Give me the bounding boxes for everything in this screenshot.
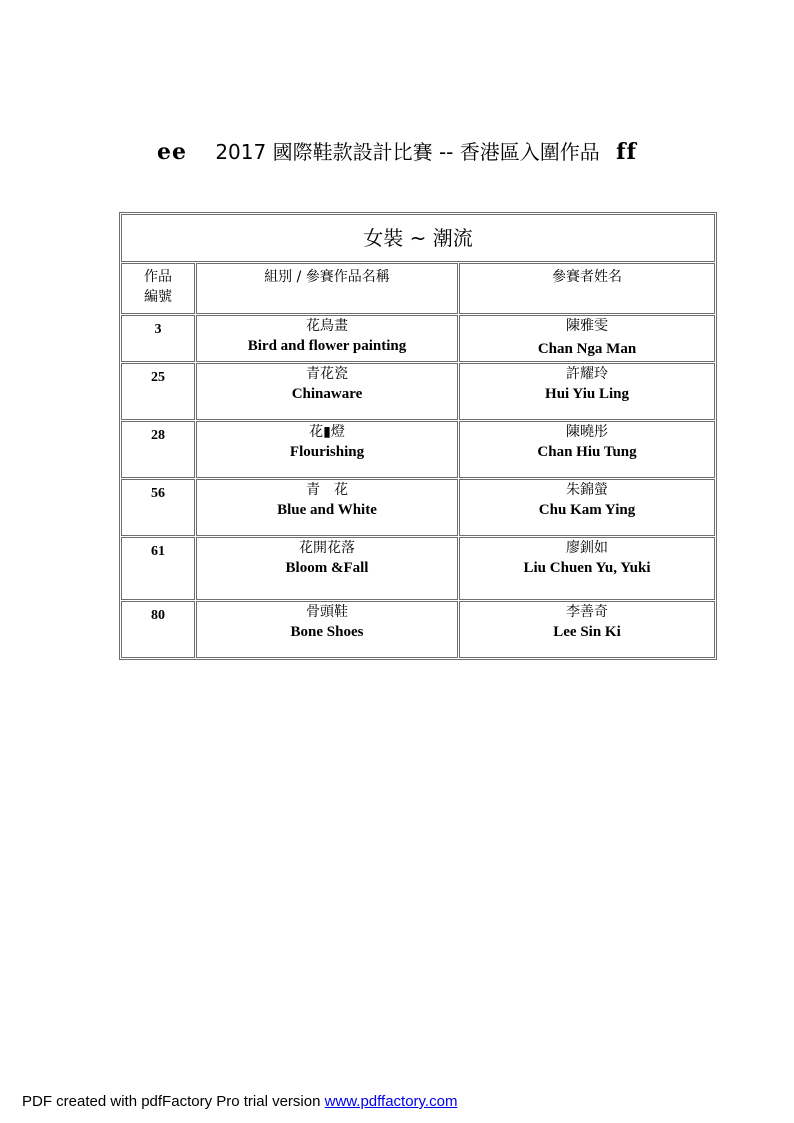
table-row bbox=[121, 421, 715, 478]
work-title-cell bbox=[196, 601, 458, 658]
contestant-cell bbox=[459, 363, 715, 420]
work-title-zh: 花開花落 bbox=[299, 540, 355, 556]
entry-number: 61 bbox=[121, 537, 195, 600]
entry-number: 80 bbox=[121, 601, 195, 658]
work-title-zh: 青 花 bbox=[306, 482, 348, 498]
contestant-name-zh: 李善奇 bbox=[566, 604, 609, 620]
contestant-name-en: Liu Chuen Yu, Yuki bbox=[523, 560, 651, 576]
contestant-name-en: Lee Sin Ki bbox=[553, 624, 621, 640]
contestant-cell bbox=[459, 479, 715, 536]
pdffactory-link[interactable]: www.pdffactory.com bbox=[324, 1093, 458, 1110]
table-row bbox=[121, 601, 715, 658]
contestant-cell bbox=[459, 315, 715, 362]
work-title-cell bbox=[196, 479, 458, 536]
entries-table bbox=[119, 212, 717, 660]
work-title-en: Bloom &Fall bbox=[285, 560, 369, 576]
contestant-name-zh: 許耀玲 bbox=[566, 366, 609, 382]
contestant-name-en: Chu Kam Ying bbox=[538, 502, 636, 518]
work-title-cell bbox=[196, 363, 458, 420]
contestant-cell bbox=[459, 421, 715, 478]
table-row bbox=[121, 479, 715, 536]
header-entry-number: 作品編號 bbox=[121, 263, 195, 314]
section-heading: 女裝 ~ 潮流 bbox=[121, 214, 715, 262]
work-title-zh: 花▮燈 bbox=[309, 424, 345, 440]
footer-text: PDF created with pdfFactory Pro trial version bbox=[22, 1093, 325, 1110]
work-title-en: Chinaware bbox=[291, 386, 363, 402]
title-right-decoration: ff bbox=[616, 139, 638, 165]
pdf-footer bbox=[22, 1093, 457, 1110]
entry-number: 25 bbox=[121, 363, 195, 420]
table-row bbox=[121, 315, 715, 362]
contestant-name-zh: 朱錦螢 bbox=[566, 482, 609, 498]
contestant-name-en: Chan Nga Man bbox=[537, 341, 637, 357]
work-title-cell bbox=[196, 315, 458, 362]
header-category-title: 組別 / 參賽作品名稱 bbox=[196, 263, 458, 314]
title-left-decoration: ee bbox=[156, 139, 187, 165]
table-row bbox=[121, 363, 715, 420]
work-title-zh: 骨頭鞋 bbox=[306, 604, 348, 620]
work-title-en: Blue and White bbox=[277, 502, 377, 518]
contestant-cell bbox=[459, 537, 715, 600]
table-row bbox=[121, 537, 715, 600]
contestant-cell bbox=[459, 601, 715, 658]
contestant-name-zh: 陳雅雯 bbox=[566, 318, 609, 334]
work-title-en: Bird and flower painting bbox=[247, 338, 407, 354]
work-title-cell bbox=[196, 421, 458, 478]
work-title-zh: 花鳥畫 bbox=[306, 318, 348, 334]
title-text: 2017 國際鞋款設計比賽 -- 香港區入圍作品 bbox=[215, 140, 600, 164]
header-contestant: 參賽者姓名 bbox=[459, 263, 715, 314]
entry-number: 28 bbox=[121, 421, 195, 478]
entry-number: 3 bbox=[121, 315, 195, 362]
work-title-en: Flourishing bbox=[289, 444, 365, 460]
contestant-name-en: Chan Hiu Tung bbox=[537, 444, 637, 460]
entry-number: 56 bbox=[121, 479, 195, 536]
contestant-name-zh: 陳曉彤 bbox=[566, 424, 609, 440]
work-title-en: Bone Shoes bbox=[290, 624, 364, 640]
contestant-name-zh: 廖釧如 bbox=[566, 540, 609, 556]
page-title bbox=[0, 136, 794, 165]
contestant-name-en: Hui Yiu Ling bbox=[545, 386, 629, 402]
table-header-row bbox=[121, 263, 715, 314]
work-title-cell bbox=[196, 537, 458, 600]
work-title-zh: 青花瓷 bbox=[306, 366, 348, 382]
